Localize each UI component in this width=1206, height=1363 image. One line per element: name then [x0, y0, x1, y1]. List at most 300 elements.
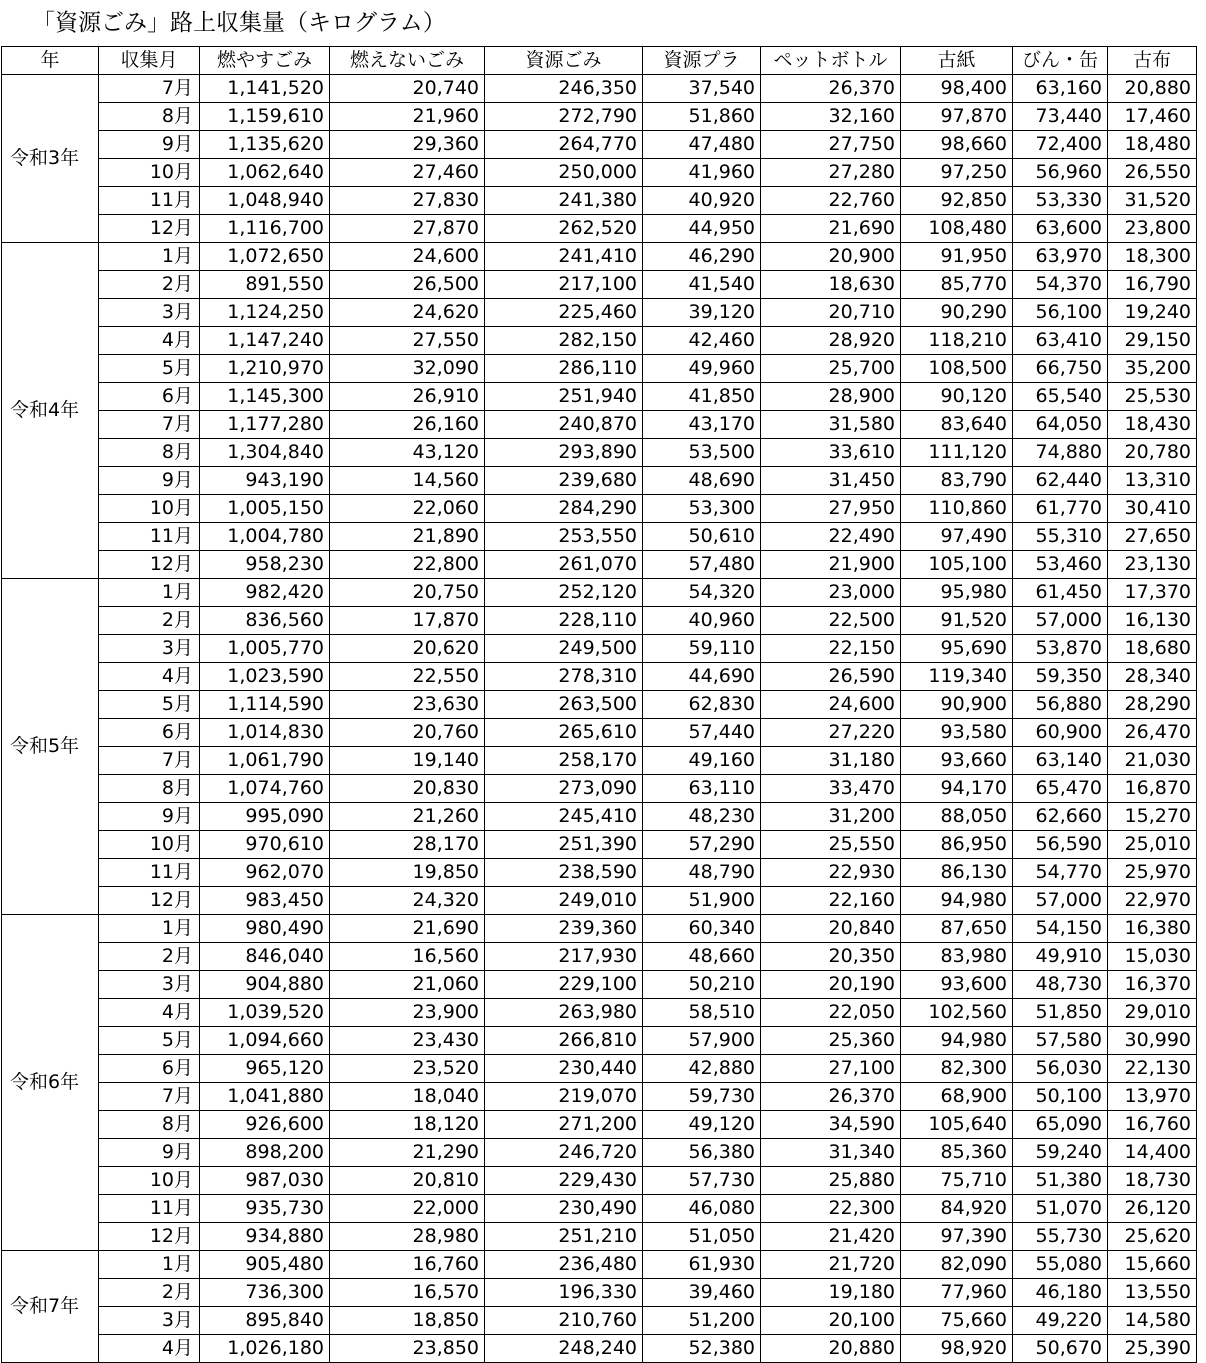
non-burnable-cell: 43,120: [330, 439, 485, 467]
table-row: [2, 999, 1197, 1027]
paper-cell: 82,090: [901, 1251, 1013, 1279]
table-row: [2, 691, 1197, 719]
paper-cell: 97,390: [901, 1223, 1013, 1251]
table-row: [2, 103, 1197, 131]
pet-bottle-cell: 21,690: [761, 215, 901, 243]
burnable-cell: 982,420: [200, 579, 330, 607]
month-cell: 12月: [99, 887, 200, 915]
burnable-cell: 1,094,660: [200, 1027, 330, 1055]
table-row: [2, 551, 1197, 579]
month-cell: 9月: [99, 467, 200, 495]
pet-bottle-cell: 28,920: [761, 327, 901, 355]
cloth-cell: 25,390: [1108, 1335, 1197, 1363]
paper-cell: 82,300: [901, 1055, 1013, 1083]
paper-cell: 83,790: [901, 467, 1013, 495]
bottles-cans-cell: 49,910: [1013, 943, 1108, 971]
pet-bottle-cell: 21,900: [761, 551, 901, 579]
bottles-cans-cell: 63,160: [1013, 75, 1108, 103]
resource-plastic-cell: 57,480: [643, 551, 761, 579]
resource-cell: 271,200: [485, 1111, 643, 1139]
paper-cell: 108,500: [901, 355, 1013, 383]
table-row: [2, 1167, 1197, 1195]
paper-cell: 92,850: [901, 187, 1013, 215]
month-cell: 1月: [99, 915, 200, 943]
cloth-cell: 21,030: [1108, 747, 1197, 775]
resource-plastic-cell: 53,300: [643, 495, 761, 523]
paper-cell: 91,950: [901, 243, 1013, 271]
burnable-cell: 935,730: [200, 1195, 330, 1223]
table-row: [2, 663, 1197, 691]
resource-plastic-cell: 39,120: [643, 299, 761, 327]
page-title: 「資源ごみ」路上収集量（キログラム）: [32, 10, 446, 36]
month-cell: 12月: [99, 551, 200, 579]
resource-plastic-cell: 48,690: [643, 467, 761, 495]
bottles-cans-cell: 50,100: [1013, 1083, 1108, 1111]
cloth-cell: 27,650: [1108, 523, 1197, 551]
resource-plastic-cell: 59,110: [643, 635, 761, 663]
paper-cell: 75,710: [901, 1167, 1013, 1195]
cloth-cell: 20,880: [1108, 75, 1197, 103]
burnable-cell: 943,190: [200, 467, 330, 495]
bottles-cans-cell: 55,080: [1013, 1251, 1108, 1279]
pet-bottle-cell: 31,180: [761, 747, 901, 775]
table-row: [2, 719, 1197, 747]
table-row: [2, 1223, 1197, 1251]
non-burnable-cell: 20,830: [330, 775, 485, 803]
cloth-cell: 17,460: [1108, 103, 1197, 131]
pet-bottle-cell: 22,150: [761, 635, 901, 663]
month-cell: 9月: [99, 131, 200, 159]
bottles-cans-cell: 74,880: [1013, 439, 1108, 467]
resource-plastic-cell: 48,660: [643, 943, 761, 971]
non-burnable-cell: 24,320: [330, 887, 485, 915]
table-row: [2, 1055, 1197, 1083]
paper-cell: 97,490: [901, 523, 1013, 551]
paper-cell: 95,690: [901, 635, 1013, 663]
table-row: [2, 299, 1197, 327]
paper-cell: 85,360: [901, 1139, 1013, 1167]
non-burnable-cell: 23,900: [330, 999, 485, 1027]
resource-cell: 225,460: [485, 299, 643, 327]
resource-cell: 230,490: [485, 1195, 643, 1223]
month-cell: 11月: [99, 1195, 200, 1223]
bottles-cans-cell: 56,880: [1013, 691, 1108, 719]
table-row: [2, 523, 1197, 551]
cloth-cell: 13,970: [1108, 1083, 1197, 1111]
non-burnable-cell: 17,870: [330, 607, 485, 635]
cloth-cell: 23,130: [1108, 551, 1197, 579]
bottles-cans-cell: 73,440: [1013, 103, 1108, 131]
paper-cell: 102,560: [901, 999, 1013, 1027]
resource-plastic-cell: 49,120: [643, 1111, 761, 1139]
cloth-cell: 23,800: [1108, 215, 1197, 243]
paper-cell: 98,920: [901, 1335, 1013, 1363]
non-burnable-cell: 18,120: [330, 1111, 485, 1139]
cloth-cell: 15,030: [1108, 943, 1197, 971]
non-burnable-cell: 20,620: [330, 635, 485, 663]
pet-bottle-cell: 33,470: [761, 775, 901, 803]
pet-bottle-cell: 22,500: [761, 607, 901, 635]
pet-bottle-cell: 31,200: [761, 803, 901, 831]
pet-bottle-cell: 22,490: [761, 523, 901, 551]
table-row: [2, 327, 1197, 355]
bottles-cans-cell: 66,750: [1013, 355, 1108, 383]
burnable-cell: 1,116,700: [200, 215, 330, 243]
resource-plastic-cell: 46,080: [643, 1195, 761, 1223]
month-cell: 8月: [99, 439, 200, 467]
cloth-cell: 26,120: [1108, 1195, 1197, 1223]
paper-cell: 105,640: [901, 1111, 1013, 1139]
cloth-cell: 16,130: [1108, 607, 1197, 635]
bottles-cans-cell: 56,960: [1013, 159, 1108, 187]
pet-bottle-cell: 23,000: [761, 579, 901, 607]
month-cell: 4月: [99, 1335, 200, 1363]
table-row: [2, 1111, 1197, 1139]
cloth-cell: 35,200: [1108, 355, 1197, 383]
non-burnable-cell: 24,620: [330, 299, 485, 327]
table-row: [2, 1307, 1197, 1335]
month-cell: 10月: [99, 159, 200, 187]
resource-plastic-cell: 57,290: [643, 831, 761, 859]
bottles-cans-cell: 53,460: [1013, 551, 1108, 579]
resource-cell: 251,940: [485, 383, 643, 411]
non-burnable-cell: 24,600: [330, 243, 485, 271]
paper-cell: 98,400: [901, 75, 1013, 103]
table-row: [2, 775, 1197, 803]
burnable-cell: 1,114,590: [200, 691, 330, 719]
non-burnable-cell: 20,740: [330, 75, 485, 103]
cloth-cell: 16,370: [1108, 971, 1197, 999]
resource-cell: 264,770: [485, 131, 643, 159]
month-cell: 5月: [99, 691, 200, 719]
burnable-cell: 958,230: [200, 551, 330, 579]
resource-plastic-cell: 60,340: [643, 915, 761, 943]
table-row: [2, 1335, 1197, 1363]
month-cell: 2月: [99, 1279, 200, 1307]
year-cell: 令和3年: [2, 75, 99, 243]
cloth-cell: 25,620: [1108, 1223, 1197, 1251]
bottles-cans-cell: 56,030: [1013, 1055, 1108, 1083]
year-cell: 令和4年: [2, 243, 99, 579]
table-row: [2, 411, 1197, 439]
burnable-cell: 1,026,180: [200, 1335, 330, 1363]
bottles-cans-cell: 53,870: [1013, 635, 1108, 663]
burnable-cell: 895,840: [200, 1307, 330, 1335]
resource-plastic-cell: 63,110: [643, 775, 761, 803]
year-cell: 令和7年: [2, 1251, 99, 1363]
month-cell: 12月: [99, 215, 200, 243]
bottles-cans-cell: 46,180: [1013, 1279, 1108, 1307]
resource-cell: 293,890: [485, 439, 643, 467]
month-cell: 3月: [99, 635, 200, 663]
resource-cell: 239,680: [485, 467, 643, 495]
burnable-cell: 1,061,790: [200, 747, 330, 775]
header-month: 収集月: [99, 47, 200, 75]
cloth-cell: 26,550: [1108, 159, 1197, 187]
resource-plastic-cell: 44,950: [643, 215, 761, 243]
table-row: [2, 243, 1197, 271]
paper-cell: 94,980: [901, 1027, 1013, 1055]
table-row: [2, 859, 1197, 887]
resource-cell: 210,760: [485, 1307, 643, 1335]
pet-bottle-cell: 22,930: [761, 859, 901, 887]
pet-bottle-cell: 19,180: [761, 1279, 901, 1307]
month-cell: 4月: [99, 999, 200, 1027]
burnable-cell: 926,600: [200, 1111, 330, 1139]
table-row: [2, 579, 1197, 607]
resource-plastic-cell: 51,900: [643, 887, 761, 915]
bottles-cans-cell: 65,470: [1013, 775, 1108, 803]
bottles-cans-cell: 56,590: [1013, 831, 1108, 859]
bottles-cans-cell: 57,000: [1013, 607, 1108, 635]
burnable-cell: 1,210,970: [200, 355, 330, 383]
bottles-cans-cell: 59,240: [1013, 1139, 1108, 1167]
burnable-cell: 736,300: [200, 1279, 330, 1307]
month-cell: 7月: [99, 411, 200, 439]
non-burnable-cell: 23,520: [330, 1055, 485, 1083]
paper-cell: 83,980: [901, 943, 1013, 971]
resource-cell: 230,440: [485, 1055, 643, 1083]
burnable-cell: 1,141,520: [200, 75, 330, 103]
resource-cell: 258,170: [485, 747, 643, 775]
resource-plastic-cell: 50,210: [643, 971, 761, 999]
bottles-cans-cell: 55,310: [1013, 523, 1108, 551]
pet-bottle-cell: 22,050: [761, 999, 901, 1027]
table-row: [2, 1083, 1197, 1111]
paper-cell: 84,920: [901, 1195, 1013, 1223]
bottles-cans-cell: 60,900: [1013, 719, 1108, 747]
resource-plastic-cell: 40,920: [643, 187, 761, 215]
resource-cell: 240,870: [485, 411, 643, 439]
resource-plastic-cell: 51,200: [643, 1307, 761, 1335]
non-burnable-cell: 20,810: [330, 1167, 485, 1195]
pet-bottle-cell: 22,160: [761, 887, 901, 915]
non-burnable-cell: 16,560: [330, 943, 485, 971]
resource-plastic-cell: 49,960: [643, 355, 761, 383]
non-burnable-cell: 28,980: [330, 1223, 485, 1251]
table-row: [2, 943, 1197, 971]
non-burnable-cell: 21,690: [330, 915, 485, 943]
bottles-cans-cell: 63,410: [1013, 327, 1108, 355]
resource-cell: 249,010: [485, 887, 643, 915]
month-cell: 10月: [99, 495, 200, 523]
burnable-cell: 1,014,830: [200, 719, 330, 747]
non-burnable-cell: 27,870: [330, 215, 485, 243]
pet-bottle-cell: 32,160: [761, 103, 901, 131]
burnable-cell: 1,004,780: [200, 523, 330, 551]
bottles-cans-cell: 63,140: [1013, 747, 1108, 775]
table-row: [2, 271, 1197, 299]
paper-cell: 105,100: [901, 551, 1013, 579]
burnable-cell: 1,062,640: [200, 159, 330, 187]
burnable-cell: 1,159,610: [200, 103, 330, 131]
non-burnable-cell: 29,360: [330, 131, 485, 159]
cloth-cell: 25,010: [1108, 831, 1197, 859]
cloth-cell: 26,470: [1108, 719, 1197, 747]
month-cell: 10月: [99, 831, 200, 859]
paper-cell: 97,250: [901, 159, 1013, 187]
pet-bottle-cell: 27,280: [761, 159, 901, 187]
header-resource-plastic: 資源プラ: [643, 47, 761, 75]
resource-cell: 246,350: [485, 75, 643, 103]
resource-plastic-cell: 61,930: [643, 1251, 761, 1279]
paper-cell: 93,600: [901, 971, 1013, 999]
burnable-cell: 1,048,940: [200, 187, 330, 215]
resource-plastic-cell: 43,170: [643, 411, 761, 439]
cloth-cell: 18,300: [1108, 243, 1197, 271]
pet-bottle-cell: 20,100: [761, 1307, 901, 1335]
resource-cell: 263,980: [485, 999, 643, 1027]
paper-cell: 97,870: [901, 103, 1013, 131]
pet-bottle-cell: 25,360: [761, 1027, 901, 1055]
non-burnable-cell: 20,760: [330, 719, 485, 747]
burnable-cell: 987,030: [200, 1167, 330, 1195]
non-burnable-cell: 22,000: [330, 1195, 485, 1223]
bottles-cans-cell: 72,400: [1013, 131, 1108, 159]
paper-cell: 75,660: [901, 1307, 1013, 1335]
burnable-cell: 1,135,620: [200, 131, 330, 159]
cloth-cell: 14,580: [1108, 1307, 1197, 1335]
month-cell: 11月: [99, 523, 200, 551]
burnable-cell: 965,120: [200, 1055, 330, 1083]
month-cell: 8月: [99, 1111, 200, 1139]
month-cell: 7月: [99, 75, 200, 103]
cloth-cell: 28,290: [1108, 691, 1197, 719]
non-burnable-cell: 18,850: [330, 1307, 485, 1335]
paper-cell: 90,900: [901, 691, 1013, 719]
burnable-cell: 1,304,840: [200, 439, 330, 467]
cloth-cell: 31,520: [1108, 187, 1197, 215]
resource-cell: 284,290: [485, 495, 643, 523]
burnable-cell: 905,480: [200, 1251, 330, 1279]
resource-plastic-cell: 48,230: [643, 803, 761, 831]
resource-cell: 252,120: [485, 579, 643, 607]
paper-cell: 110,860: [901, 495, 1013, 523]
non-burnable-cell: 27,550: [330, 327, 485, 355]
pet-bottle-cell: 26,370: [761, 1083, 901, 1111]
non-burnable-cell: 16,570: [330, 1279, 485, 1307]
cloth-cell: 17,370: [1108, 579, 1197, 607]
month-cell: 9月: [99, 1139, 200, 1167]
resource-cell: 286,110: [485, 355, 643, 383]
burnable-cell: 1,005,770: [200, 635, 330, 663]
bottles-cans-cell: 51,850: [1013, 999, 1108, 1027]
cloth-cell: 16,790: [1108, 271, 1197, 299]
table-row: [2, 495, 1197, 523]
pet-bottle-cell: 31,580: [761, 411, 901, 439]
resource-cell: 229,430: [485, 1167, 643, 1195]
bottles-cans-cell: 56,100: [1013, 299, 1108, 327]
resource-plastic-cell: 56,380: [643, 1139, 761, 1167]
month-cell: 11月: [99, 187, 200, 215]
table-row: [2, 467, 1197, 495]
bottles-cans-cell: 54,150: [1013, 915, 1108, 943]
pet-bottle-cell: 20,710: [761, 299, 901, 327]
paper-cell: 86,130: [901, 859, 1013, 887]
resource-cell: 282,150: [485, 327, 643, 355]
paper-cell: 98,660: [901, 131, 1013, 159]
non-burnable-cell: 26,500: [330, 271, 485, 299]
pet-bottle-cell: 22,300: [761, 1195, 901, 1223]
table-row: [2, 1027, 1197, 1055]
cloth-cell: 20,780: [1108, 439, 1197, 467]
resource-cell: 239,360: [485, 915, 643, 943]
non-burnable-cell: 22,550: [330, 663, 485, 691]
resource-cell: 236,480: [485, 1251, 643, 1279]
bottles-cans-cell: 63,600: [1013, 215, 1108, 243]
resource-cell: 196,330: [485, 1279, 643, 1307]
resource-cell: 253,550: [485, 523, 643, 551]
paper-cell: 93,660: [901, 747, 1013, 775]
paper-cell: 88,050: [901, 803, 1013, 831]
non-burnable-cell: 21,890: [330, 523, 485, 551]
resource-plastic-cell: 39,460: [643, 1279, 761, 1307]
non-burnable-cell: 26,910: [330, 383, 485, 411]
pet-bottle-cell: 25,700: [761, 355, 901, 383]
table-row: [2, 159, 1197, 187]
cloth-cell: 15,660: [1108, 1251, 1197, 1279]
cloth-cell: 13,550: [1108, 1279, 1197, 1307]
resource-cell: 278,310: [485, 663, 643, 691]
pet-bottle-cell: 34,590: [761, 1111, 901, 1139]
month-cell: 1月: [99, 243, 200, 271]
month-cell: 7月: [99, 747, 200, 775]
non-burnable-cell: 14,560: [330, 467, 485, 495]
pet-bottle-cell: 21,420: [761, 1223, 901, 1251]
resource-cell: 241,410: [485, 243, 643, 271]
cloth-cell: 22,970: [1108, 887, 1197, 915]
resource-plastic-cell: 57,440: [643, 719, 761, 747]
resource-cell: 261,070: [485, 551, 643, 579]
header-bottles-cans: びん・缶: [1013, 47, 1108, 75]
bottles-cans-cell: 65,540: [1013, 383, 1108, 411]
bottles-cans-cell: 57,000: [1013, 887, 1108, 915]
table-row: [2, 607, 1197, 635]
header-year: 年: [2, 47, 99, 75]
collection-table: [1, 46, 1197, 1363]
resource-plastic-cell: 62,830: [643, 691, 761, 719]
non-burnable-cell: 27,460: [330, 159, 485, 187]
resource-cell: 249,500: [485, 635, 643, 663]
paper-cell: 87,650: [901, 915, 1013, 943]
month-cell: 4月: [99, 663, 200, 691]
resource-cell: 245,410: [485, 803, 643, 831]
paper-cell: 77,960: [901, 1279, 1013, 1307]
resource-cell: 248,240: [485, 1335, 643, 1363]
bottles-cans-cell: 49,220: [1013, 1307, 1108, 1335]
burnable-cell: 846,040: [200, 943, 330, 971]
burnable-cell: 1,074,760: [200, 775, 330, 803]
paper-cell: 90,290: [901, 299, 1013, 327]
table-row: [2, 355, 1197, 383]
resource-cell: 251,390: [485, 831, 643, 859]
table-row: [2, 439, 1197, 467]
bottles-cans-cell: 65,090: [1013, 1111, 1108, 1139]
bottles-cans-cell: 59,350: [1013, 663, 1108, 691]
non-burnable-cell: 22,800: [330, 551, 485, 579]
bottles-cans-cell: 50,670: [1013, 1335, 1108, 1363]
pet-bottle-cell: 18,630: [761, 271, 901, 299]
table-row: [2, 131, 1197, 159]
paper-cell: 68,900: [901, 1083, 1013, 1111]
cloth-cell: 28,340: [1108, 663, 1197, 691]
burnable-cell: 836,560: [200, 607, 330, 635]
bottles-cans-cell: 53,330: [1013, 187, 1108, 215]
resource-cell: 246,720: [485, 1139, 643, 1167]
burnable-cell: 1,039,520: [200, 999, 330, 1027]
cloth-cell: 25,530: [1108, 383, 1197, 411]
cloth-cell: 29,010: [1108, 999, 1197, 1027]
